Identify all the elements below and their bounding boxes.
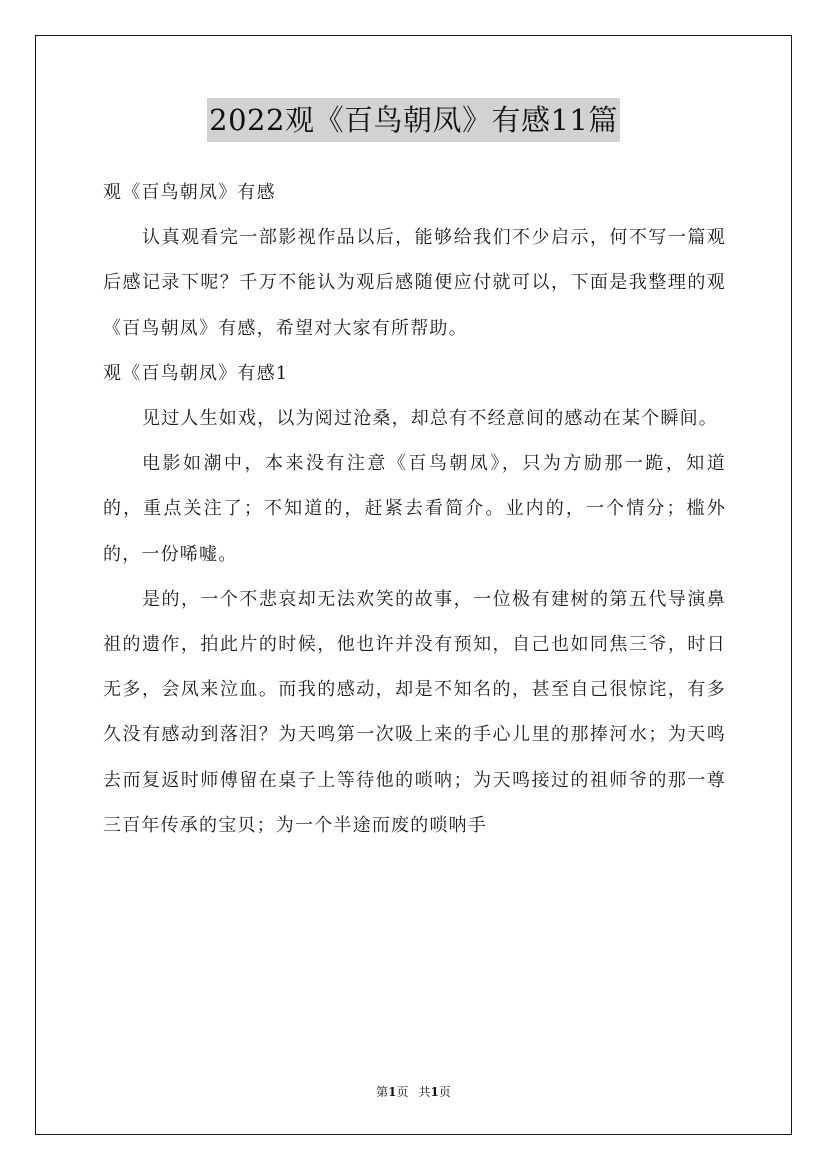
paragraph: 观《百鸟朝凤》有感1 xyxy=(103,362,289,384)
page-mid: 页 xyxy=(396,1085,409,1099)
page-prefix: 第 xyxy=(376,1085,389,1099)
paragraph: 观《百鸟朝凤》有感 xyxy=(103,182,276,203)
page-footer xyxy=(0,1083,827,1100)
title-container xyxy=(0,98,827,142)
document-title: 2022观《百鸟朝凤》有感11篇 xyxy=(207,98,620,142)
total-suffix: 页 xyxy=(438,1085,451,1099)
paragraph: 是的，一个不悲哀却无法欢笑的故事，一位极有建树的第五代导演鼻祖的遗作，拍此片的时候，他也许并没有预知，自己也如同焦三爷，时日无多，会凤来泣血。而我的感动，却是不知名的，甚至自己很惊诧，有多久没有感动到落泪？为天鸣第一次吸上来的手心儿里的那捧河水；为天鸣去而复返时师傅留在桌子上等待他的唢呐；为天鸣接过的祖师爷的那一尊三百年传承的宝贝；为一个半途而废的唢呐手 xyxy=(103,588,726,836)
page-current-number: 1 xyxy=(388,1085,397,1099)
paragraph: 电影如潮中，本来没有注意《百鸟朝凤》，只为方励那一跪，知道的，重点关注了；不知道的，赶紧去看简介。业内的，一个情分；槛外的，一份唏嘘。 xyxy=(103,453,726,565)
document-body xyxy=(103,170,726,848)
total-prefix: 共 xyxy=(418,1085,431,1099)
paragraph: 认真观看完一部影视作品以后，能够给我们不少启示，何不写一篇观后感记录下呢？千万不能认为观后感随便应付就可以，下面是我整理的观《百鸟朝凤》有感，希望对大家有所帮助。 xyxy=(103,227,726,339)
page-total-number: 1 xyxy=(430,1085,439,1099)
paragraph: 见过人生如戏，以为阅过沧桑，却总有不经意间的感动在某个瞬间。 xyxy=(142,408,718,430)
